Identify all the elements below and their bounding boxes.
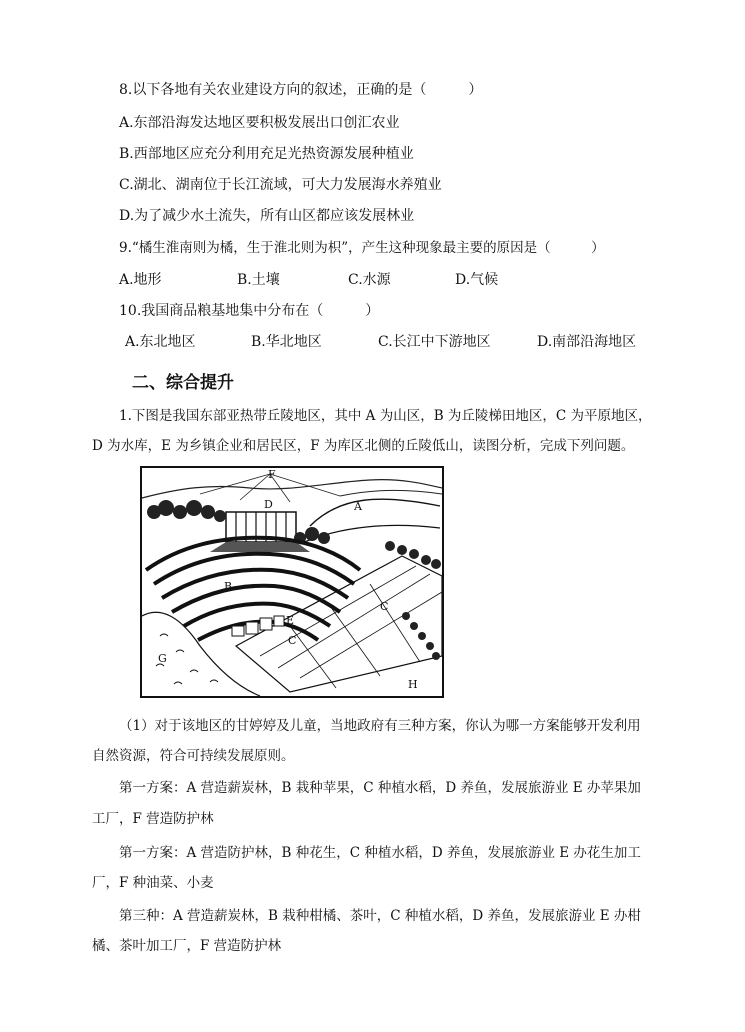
q8-stem: 8.以下各地有关农业建设方向的叙述，正确的是（ ）	[119, 82, 483, 98]
q10-option-d: D.南部沿海地区	[537, 334, 637, 350]
label-d: D	[264, 498, 273, 511]
q9-stem: 9.“橘生淮南则为橘，生于淮北则为枳”，产生这种现象最主要的原因是（ ）	[119, 240, 605, 256]
q1-intro-line1: 1.下图是我国东部亚热带丘陵地区，其中 A 为山区，B 为丘陵梯田地区，C 为平原地区，	[119, 408, 652, 424]
q1-intro-line2: D 为水库，E 为乡镇企业和居民区，F 为库区北侧的丘陵低山，读图分析，完成下列问题。	[92, 438, 635, 454]
plan2-line1: 第一方案：A 营造防护林，B 种花生，C 种植水稻，D 养鱼，发展旅游业 E 办花生加工	[119, 845, 641, 861]
label-f: F	[268, 468, 276, 481]
landscape-figure	[140, 466, 444, 698]
label-c-right: C	[380, 600, 389, 613]
plan2-line2: 厂，F 种油菜、小麦	[92, 875, 214, 891]
q10-option-b: B.华北地区	[251, 334, 322, 350]
q10-option-a: A.东北地区	[125, 334, 196, 350]
label-b: B	[224, 580, 233, 593]
q9-option-d: D.气候	[455, 272, 499, 288]
q9-option-b: B.土壤	[237, 272, 280, 288]
label-c-center: C	[288, 634, 297, 647]
q9-option-a: A.地形	[119, 272, 162, 288]
q10-option-c: C.长江中下游地区	[378, 334, 491, 350]
q8-option-c: C.湖北、湖南位于长江流域，可大力发展海水养殖业	[119, 177, 442, 193]
plan3-line1: 第三种：A 营造薪炭林，B 栽种柑橘、茶叶，C 种植水稻，D 养鱼，发展旅游业 E 办柑	[119, 908, 641, 924]
q10-stem: 10.我国商品粮基地集中分布在（ ）	[119, 303, 380, 319]
q8-option-d: D.为了减少水土流失，所有山区都应该发展林业	[119, 208, 415, 224]
sub1-line2: 自然资源，符合可持续发展原则。	[92, 748, 295, 764]
sub1-line1: （1）对于该地区的甘婷婷及儿童，当地政府有三种方案，你认为哪一方案能够开发利用	[119, 718, 641, 734]
plan3-line2: 橘、茶叶加工厂，F 营造防护林	[92, 938, 282, 954]
section-heading: 二、综合提升	[132, 373, 234, 393]
q8-option-b: B.西部地区应充分利用充足光热资源发展种植业	[119, 146, 414, 162]
label-g: G	[158, 652, 167, 665]
plan1-line2: 工厂，F 营造防护林	[92, 811, 214, 827]
plan1-line1: 第一方案：A 营造薪炭林，B 栽种苹果，C 种植水稻，D 养鱼，发展旅游业 E 办苹果加	[119, 780, 641, 796]
label-h: H	[408, 678, 418, 691]
q8-option-a: A.东部沿海发达地区要积极发展出口创汇农业	[119, 115, 400, 131]
label-a: A	[354, 500, 362, 513]
label-e: E	[286, 614, 295, 627]
q9-option-c: C.水源	[348, 272, 391, 288]
